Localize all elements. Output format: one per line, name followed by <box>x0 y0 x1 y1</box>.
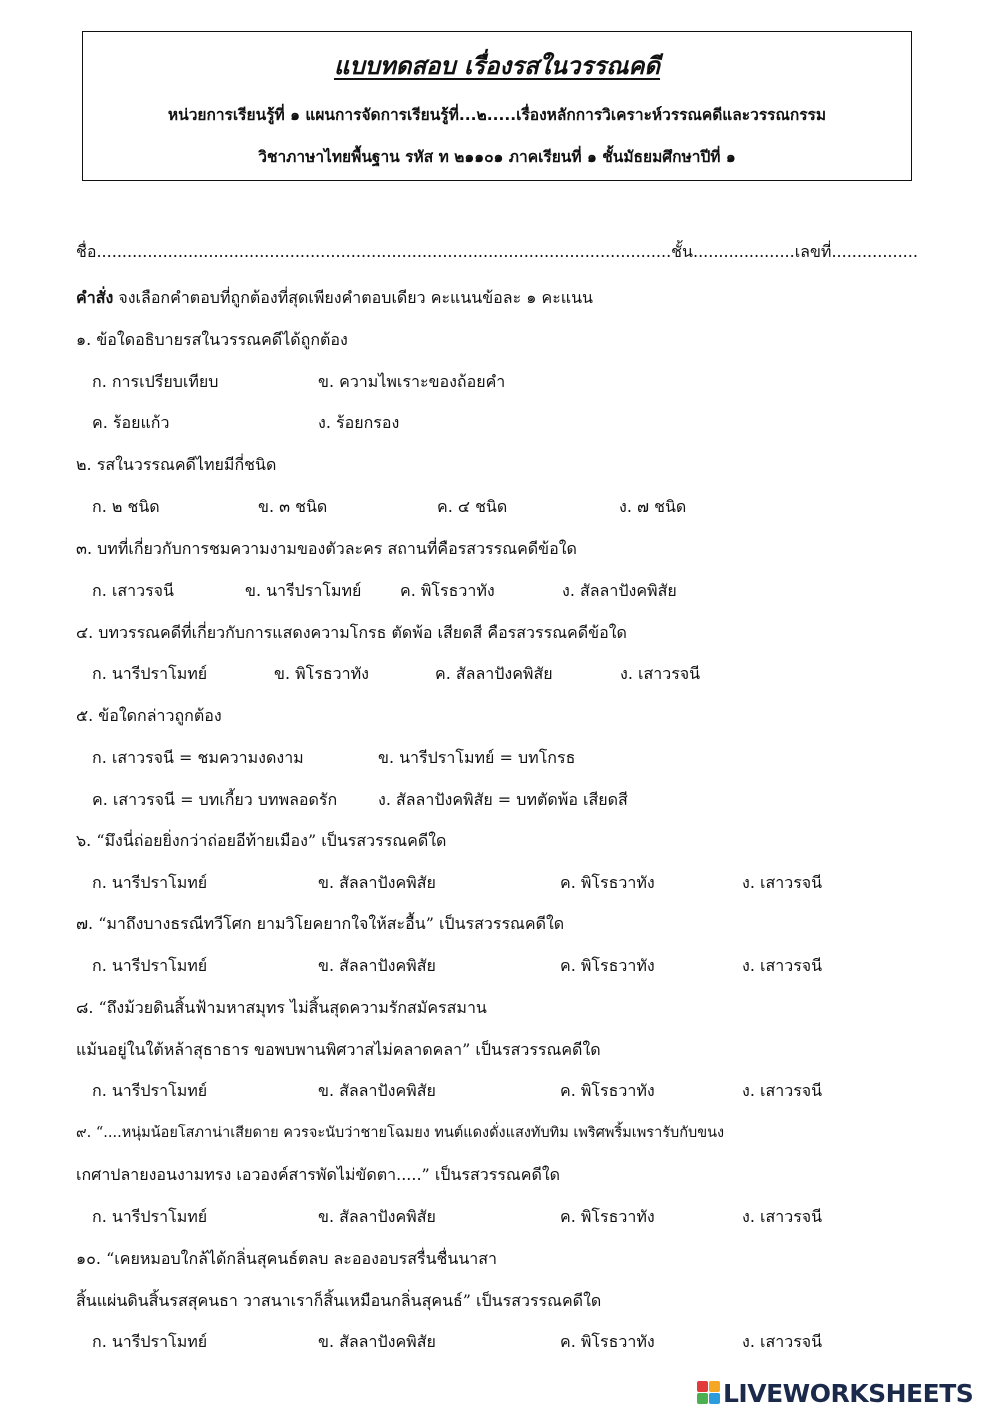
q7-option-c[interactable]: ค. พิโรธวาทัง <box>560 956 655 975</box>
q10-option-c[interactable]: ค. พิโรธวาทัง <box>560 1332 655 1351</box>
q3-option-d[interactable]: ง. สัลลาปังคพิสัย <box>562 581 677 600</box>
q10-option-a[interactable]: ก. นารีปราโมทย์ <box>92 1332 208 1351</box>
question-9-line-1: ๙. “....หนุ่มน้อยโสภาน่าเสียดาย ควรจะนับว่าชายโฉมยง ทนต์แดงดั่งแสงทับทิม เพริศพริ้มเพรารับกับขนง <box>76 1125 725 1141</box>
q9-option-c[interactable]: ค. พิโรธวาทัง <box>560 1207 655 1226</box>
q2-option-b[interactable]: ข. ๓ ชนิด <box>258 497 328 516</box>
q7-option-b[interactable]: ข. สัลลาปังคพิสัย <box>318 956 436 975</box>
q1-option-a[interactable]: ก. การเปรียบเทียบ <box>92 372 219 391</box>
question-5: ๕. ข้อใดกล่าวถูกต้อง <box>76 706 222 725</box>
question-2: ๒. รสในวรรณคดีไทยมีกี่ชนิด <box>76 455 277 474</box>
q10-option-d[interactable]: ง. เสาวรจนี <box>742 1332 823 1351</box>
question-8-line-2: แม้นอยู่ในใต้หล้าสุธาธาร ขอพบพานพิศวาสไม่คลาดคลา” เป็นรสวรรณคดีใด <box>76 1040 601 1059</box>
question-8-line-1: ๘. “ถึงม้วยดินสิ้นฟ้ามหาสมุทร ไม่สิ้นสุดความรักสมัครสมาน <box>76 998 487 1017</box>
q6-option-c[interactable]: ค. พิโรธวาทัง <box>560 873 655 892</box>
header-box <box>82 31 912 181</box>
instruction-label: คำสั่ง <box>76 288 114 307</box>
q2-option-a[interactable]: ก. ๒ ชนิด <box>92 497 160 516</box>
question-7: ๗. “มาถึงบางธรณีทวีโศก ยามวิโยคยากใจให้สะอื้น” เป็นรสวรรณคดีใด <box>76 914 565 933</box>
q10-option-b[interactable]: ข. สัลลาปังคพิสัย <box>318 1332 436 1351</box>
q4-option-b[interactable]: ข. พิโรธวาทัง <box>274 664 369 683</box>
q9-option-a[interactable]: ก. นารีปราโมทย์ <box>92 1207 208 1226</box>
question-3: ๓. บทที่เกี่ยวกับการชมความงามของตัวละคร สถานที่คือรสวรรณคดีข้อใด <box>76 539 577 558</box>
q5-option-a[interactable]: ก. เสาวรจนี = ชมความงดงาม <box>92 748 304 767</box>
student-info-line: ชื่อ.................................................................................................................ชั้น....................เลขที่................. <box>76 242 918 261</box>
liveworksheets-logo[interactable] <box>697 1378 973 1408</box>
q8-option-c[interactable]: ค. พิโรธวาทัง <box>560 1081 655 1100</box>
q1-option-b[interactable]: ข. ความไพเราะของถ้อยคำ <box>318 372 506 391</box>
q2-option-d[interactable]: ง. ๗ ชนิด <box>619 497 687 516</box>
q3-option-c[interactable]: ค. พิโรธวาทัง <box>400 581 495 600</box>
header-unit-line: หน่วยการเรียนรู้ที่ ๑ แผนการจัดการเรียนรู้ที่...๒.....เรื่องหลักการวิเคราะห์วรรณคดีและวรรณกรรม <box>167 106 827 124</box>
question-9-line-2: เกศาปลายงอนงามทรง เอวองค์สารพัดไม่ขัดตา.....” เป็นรสวรรณคดีใด <box>76 1165 561 1184</box>
q2-option-c[interactable]: ค. ๔ ชนิด <box>437 497 508 516</box>
q8-option-b[interactable]: ข. สัลลาปังคพิสัย <box>318 1081 436 1100</box>
q7-option-a[interactable]: ก. นารีปราโมทย์ <box>92 956 208 975</box>
q5-option-d[interactable]: ง. สัลลาปังคพิสัย = บทตัดพ้อ เสียดสี <box>378 790 628 809</box>
q5-option-c[interactable]: ค. เสาวรจนี = บทเกี้ยว บทพลอดรัก <box>92 790 338 809</box>
instruction <box>76 286 593 311</box>
q8-option-a[interactable]: ก. นารีปราโมทย์ <box>92 1081 208 1100</box>
q9-option-b[interactable]: ข. สัลลาปังคพิสัย <box>318 1207 436 1226</box>
q3-option-a[interactable]: ก. เสาวรจนี <box>92 581 174 600</box>
q1-option-d[interactable]: ง. ร้อยกรอง <box>318 413 400 432</box>
question-4: ๔. บทวรรณคดีที่เกี่ยวกับการแสดงความโกรธ ตัดพ้อ เสียดสี คือรสวรรณคดีข้อใด <box>76 623 627 642</box>
q5-option-b[interactable]: ข. นารีปราโมทย์ = บทโกรธ <box>378 748 576 767</box>
q1-option-c[interactable]: ค. ร้อยแก้ว <box>92 413 170 432</box>
q6-option-a[interactable]: ก. นารีปราโมทย์ <box>92 873 208 892</box>
header-subject-line: วิชาภาษาไทยพื้นฐาน รหัส ท ๒๑๑๐๑ ภาคเรียนที่ ๑ ชั้นมัธยมศึกษาปีที่ ๑ <box>258 148 736 166</box>
q4-option-c[interactable]: ค. สัลลาปังคพิสัย <box>435 664 553 683</box>
q6-option-d[interactable]: ง. เสาวรจนี <box>742 873 823 892</box>
question-1: ๑. ข้อใดอธิบายรสในวรรณคดีได้ถูกต้อง <box>76 330 348 349</box>
q4-option-a[interactable]: ก. นารีปราโมทย์ <box>92 664 208 683</box>
q3-option-b[interactable]: ข. นารีปราโมทย์ <box>245 581 362 600</box>
question-10-line-2: สิ้นแผ่นดินสิ้นรสสุคนธา วาสนาเราก็สิ้นเหมือนกลิ่นสุคนธ์” เป็นรสวรรณคดีใด <box>76 1291 602 1310</box>
q6-option-b[interactable]: ข. สัลลาปังคพิสัย <box>318 873 436 892</box>
q4-option-d[interactable]: ง. เสาวรจนี <box>620 664 701 683</box>
question-10-line-1: ๑๐. “เคยหมอบใกล้ได้กลิ่นสุคนธ์ตลบ ละอองอบรสรื่นชื่นนาสา <box>76 1249 498 1268</box>
q9-option-d[interactable]: ง. เสาวรจนี <box>742 1207 823 1226</box>
logo-icon <box>697 1381 721 1405</box>
logo-text: LIVEWORKSHEETS <box>723 1378 974 1408</box>
q8-option-d[interactable]: ง. เสาวรจนี <box>742 1081 823 1100</box>
instruction-text: จงเลือกคำตอบที่ถูกต้องที่สุดเพียงคำตอบเดียว คะแนนข้อละ ๑ คะแนน <box>113 288 593 307</box>
worksheet-title: แบบทดสอบ เรื่องรสในวรรณคดี <box>333 51 661 80</box>
q7-option-d[interactable]: ง. เสาวรจนี <box>742 956 823 975</box>
question-6: ๖. “มึงนี่ถ่อยยิ่งกว่าถ่อยอีท้ายเมือง” เป็นรสวรรณคดีใด <box>76 831 447 850</box>
